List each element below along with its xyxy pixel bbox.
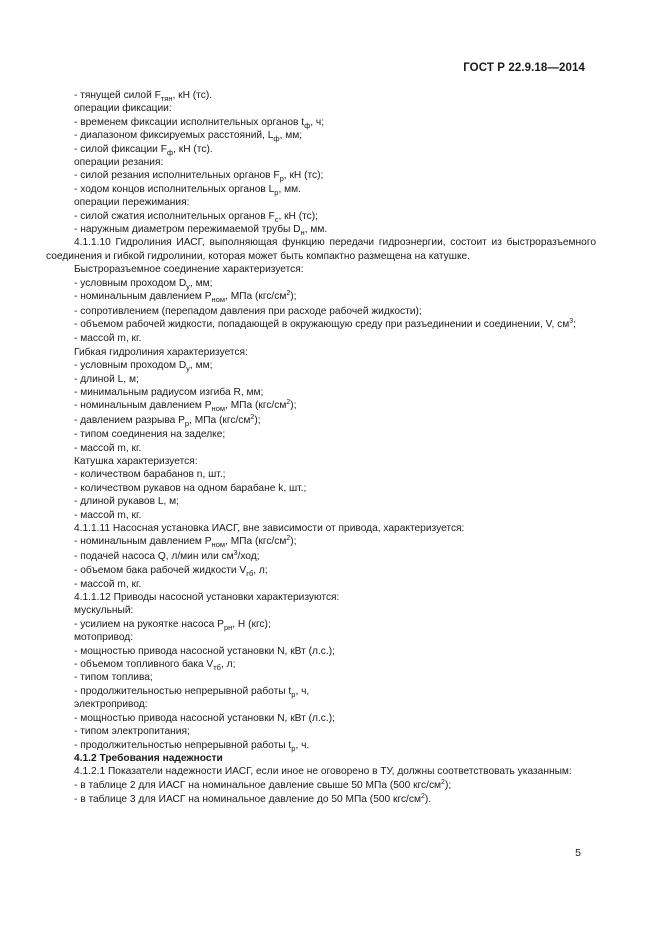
text-run: , ч; <box>310 116 325 128</box>
text-run: - минимальным радиусом изгиба R, мм; <box>74 386 264 398</box>
text-line <box>46 739 596 752</box>
text-run: - силой сжатия исполнительных органов F <box>74 210 275 222</box>
text-run: , мм; <box>189 277 213 289</box>
text-run: - номинальным давлением P <box>74 400 212 412</box>
text-line <box>46 102 596 115</box>
text-line <box>46 143 596 156</box>
text-line <box>46 698 596 711</box>
text-line <box>46 468 596 481</box>
subscript: р <box>291 689 296 699</box>
text-run: - объемом топливного бака V <box>74 659 214 671</box>
text-run: - длиной L, м; <box>74 373 139 385</box>
text-run: ); <box>290 400 297 412</box>
text-run: , МПа (кгс/см <box>225 400 287 412</box>
text-run: - количеством барабанов n, шт.; <box>74 469 226 481</box>
text-line <box>46 399 596 413</box>
subscript: ф <box>273 134 280 144</box>
text-line <box>46 346 596 359</box>
text-run: , кН (тс); <box>278 210 319 222</box>
text-run: - временем фиксации исполнительных органов t <box>74 116 305 128</box>
subscript: р <box>184 418 190 428</box>
text-run: ); <box>254 414 261 426</box>
subscript: р <box>279 174 284 184</box>
text-line <box>46 779 596 793</box>
text-run: ); <box>290 291 297 303</box>
subscript: ном <box>211 295 226 305</box>
paragraph <box>46 318 596 332</box>
text-run: - типом соединения на заделке; <box>74 429 226 441</box>
paragraph <box>46 765 596 778</box>
subscript: ф <box>166 147 174 157</box>
text-run: 4.1.1.11 Насосная установка ИАСГ, вне зависимости от привода, характеризуется: <box>74 523 465 534</box>
text-run: , Н (кгс); <box>232 618 271 630</box>
subscript: р <box>291 743 296 753</box>
subscript: н <box>300 228 305 238</box>
text-run: , МПа (кгс/см <box>225 291 287 303</box>
text-run: - мощностью привода насосной установки N, кВт (л.с.); <box>74 645 335 657</box>
text-run: - условным проходом D <box>74 277 187 289</box>
text-line <box>46 373 596 386</box>
text-run: - диапазоном фиксируемых расстояний, L <box>74 130 274 142</box>
text-run: , мм. <box>304 224 328 236</box>
text-run: операции фиксации: <box>74 103 172 115</box>
text-line <box>46 386 596 399</box>
text-line <box>46 535 596 549</box>
text-run: - в таблице 2 для ИАСГ на номинальное давление свыше 50 МПа (500 кгс/см <box>74 779 442 791</box>
text-run: операции резания: <box>74 157 164 169</box>
text-line <box>46 604 596 617</box>
superscript: 3 <box>569 317 574 325</box>
text-run: - объемом рабочей жидкости, попадающей в окружающую среду при разъединении и соединении, V, см <box>74 318 570 330</box>
text-run: - массой m, кг. <box>74 509 142 521</box>
text-line <box>46 196 596 209</box>
paragraph <box>46 236 596 263</box>
text-run: - объемом бака рабочей жидкости V <box>74 565 247 577</box>
text-run: , мм; <box>279 130 303 142</box>
superscript: 3 <box>233 549 238 557</box>
text-line <box>46 442 596 455</box>
superscript: 2 <box>441 778 445 786</box>
text-run: - продолжительностью непрерывной работы t <box>74 685 292 697</box>
text-line <box>46 359 596 372</box>
subscript: рн <box>223 622 233 632</box>
text-run: - количеством рукавов на одном барабане k, шт.; <box>74 482 307 494</box>
text-line <box>46 645 596 658</box>
text-run: ); <box>290 536 297 548</box>
text-line <box>46 116 596 129</box>
text-run: - мощностью привода насосной установки N, кВт (л.с.); <box>74 712 335 724</box>
text-line <box>46 564 596 577</box>
text-run: - ходом концов исполнительных органов L <box>74 183 275 195</box>
text-run: , ч. <box>295 739 310 751</box>
text-line <box>46 550 596 564</box>
text-line <box>46 591 596 604</box>
subscript: тб <box>213 663 221 673</box>
text-line <box>46 210 596 223</box>
subscript: ф <box>304 120 311 130</box>
text-line <box>46 658 596 671</box>
superscript: 2 <box>250 413 255 421</box>
text-run: - длиной рукавов L, м; <box>74 496 179 508</box>
text-run: , л; <box>220 659 236 671</box>
text-run: - массой m, кг. <box>74 442 142 454</box>
text-run: , кН (тс). <box>173 143 213 155</box>
text-line <box>46 455 596 468</box>
superscript: 2 <box>286 399 291 407</box>
text-line <box>46 183 596 196</box>
superscript: 2 <box>286 290 291 298</box>
text-run: - в таблице 3 для ИАСГ на номинальное давление до 50 МПа (500 кгс/см <box>74 794 421 806</box>
standard-header: ГОСТ Р 22.9.18—2014 <box>463 62 585 74</box>
subscript: ном <box>211 404 226 414</box>
text-run: , ч, <box>295 685 310 697</box>
text-run: - массой m, кг. <box>74 333 142 345</box>
text-line <box>46 495 596 508</box>
page-number: 5 <box>575 847 581 859</box>
text-run: - типом электропитания; <box>74 726 190 738</box>
text-line <box>46 671 596 684</box>
text-run: Быстроразъемное соединение характеризуется: <box>74 264 304 276</box>
text-run: - типом топлива; <box>74 672 153 684</box>
text-line <box>46 332 596 345</box>
text-line <box>46 725 596 738</box>
text-run: - номинальным давлением P <box>74 536 212 548</box>
text-line <box>46 277 596 290</box>
text-run: , мм; <box>189 360 213 372</box>
text-run: - продолжительностью непрерывной работы t <box>74 739 292 751</box>
text-run: Гибкая гидролиния характеризуется: <box>74 346 248 358</box>
text-run: 4.1.2 Требования надежности <box>74 752 223 764</box>
text-run: - силой фиксации F <box>74 143 167 155</box>
text-run: ; <box>573 318 577 330</box>
text-line <box>46 414 596 428</box>
text-run: , мм. <box>278 183 301 195</box>
text-line <box>46 428 596 441</box>
subscript: ном <box>211 540 226 550</box>
section-heading <box>46 752 596 765</box>
text-line <box>46 223 596 236</box>
superscript: 2 <box>286 535 291 543</box>
subscript: тян <box>160 94 173 103</box>
text-run: мускульный: <box>74 605 134 617</box>
text-run: 4.1.1.12 Приводы насосной установки характеризуются: <box>74 592 340 604</box>
text-line <box>46 129 596 142</box>
text-run: - условным проходом D <box>74 360 187 372</box>
text-run: - массой m, кг. <box>74 578 142 590</box>
text-run: электропривод: <box>74 699 148 711</box>
text-run: мотопривод: <box>74 632 134 644</box>
subscript: с <box>274 214 279 224</box>
text-line <box>46 793 596 807</box>
text-run: операции пережимания: <box>74 197 190 209</box>
text-run: ). <box>424 794 432 806</box>
text-line <box>46 631 596 644</box>
text-line <box>46 305 596 318</box>
text-run: - подачей насоса Q, л/мин или см <box>74 550 234 562</box>
text-line <box>46 522 596 535</box>
text-run: Катушка характеризуется: <box>74 455 198 467</box>
text-run: , МПа (кгс/см <box>189 414 251 426</box>
text-run: , кН (тс); <box>283 170 324 182</box>
subscript: у <box>186 281 190 291</box>
subscript: гб <box>246 569 254 579</box>
text-line <box>46 156 596 169</box>
subscript: р <box>274 187 279 197</box>
text-line <box>46 89 596 102</box>
text-line <box>46 509 596 522</box>
body-text <box>46 89 596 808</box>
subscript: у <box>186 364 190 374</box>
text-line <box>46 618 596 631</box>
text-line <box>46 578 596 591</box>
text-run: , МПа (кгс/см <box>225 536 287 548</box>
text-run: - тянущей силой F <box>74 90 161 101</box>
text-run: - силой резания исполнительных органов F <box>74 170 280 182</box>
text-run: - номинальным давлением P <box>74 291 212 303</box>
text-run: , кН (тс). <box>172 90 213 101</box>
text-run: /ход; <box>237 550 260 562</box>
text-run: - сопротивлением (перепадом давления при расходе рабочей жидкости); <box>74 305 422 317</box>
text-run: 4.1.2.1 Показатели надежности ИАСГ, если иное не оговорено в ТУ, должны соответствовать указанным: <box>74 766 572 778</box>
text-run: - усилием на рукоятке насоса P <box>74 618 224 630</box>
text-run: ); <box>444 779 452 791</box>
text-line <box>46 290 596 304</box>
superscript: 2 <box>421 793 425 801</box>
text-run: - давлением разрыва P <box>74 414 185 426</box>
text-line <box>46 482 596 495</box>
text-run: - наружным диаметром пережимаемой трубы D <box>74 224 301 236</box>
text-line <box>46 169 596 182</box>
text-run: , л; <box>253 565 268 577</box>
text-line <box>46 263 596 276</box>
text-line <box>46 685 596 698</box>
text-run: 4.1.1.10 Гидролиния ИАСГ, выполняющая функцию передачи гидроэнергии, состоит из быстроразъемного соединения и гибкой гидролинии, которая может быть компактно размещена на катушке. <box>46 237 596 262</box>
text-line <box>46 712 596 725</box>
